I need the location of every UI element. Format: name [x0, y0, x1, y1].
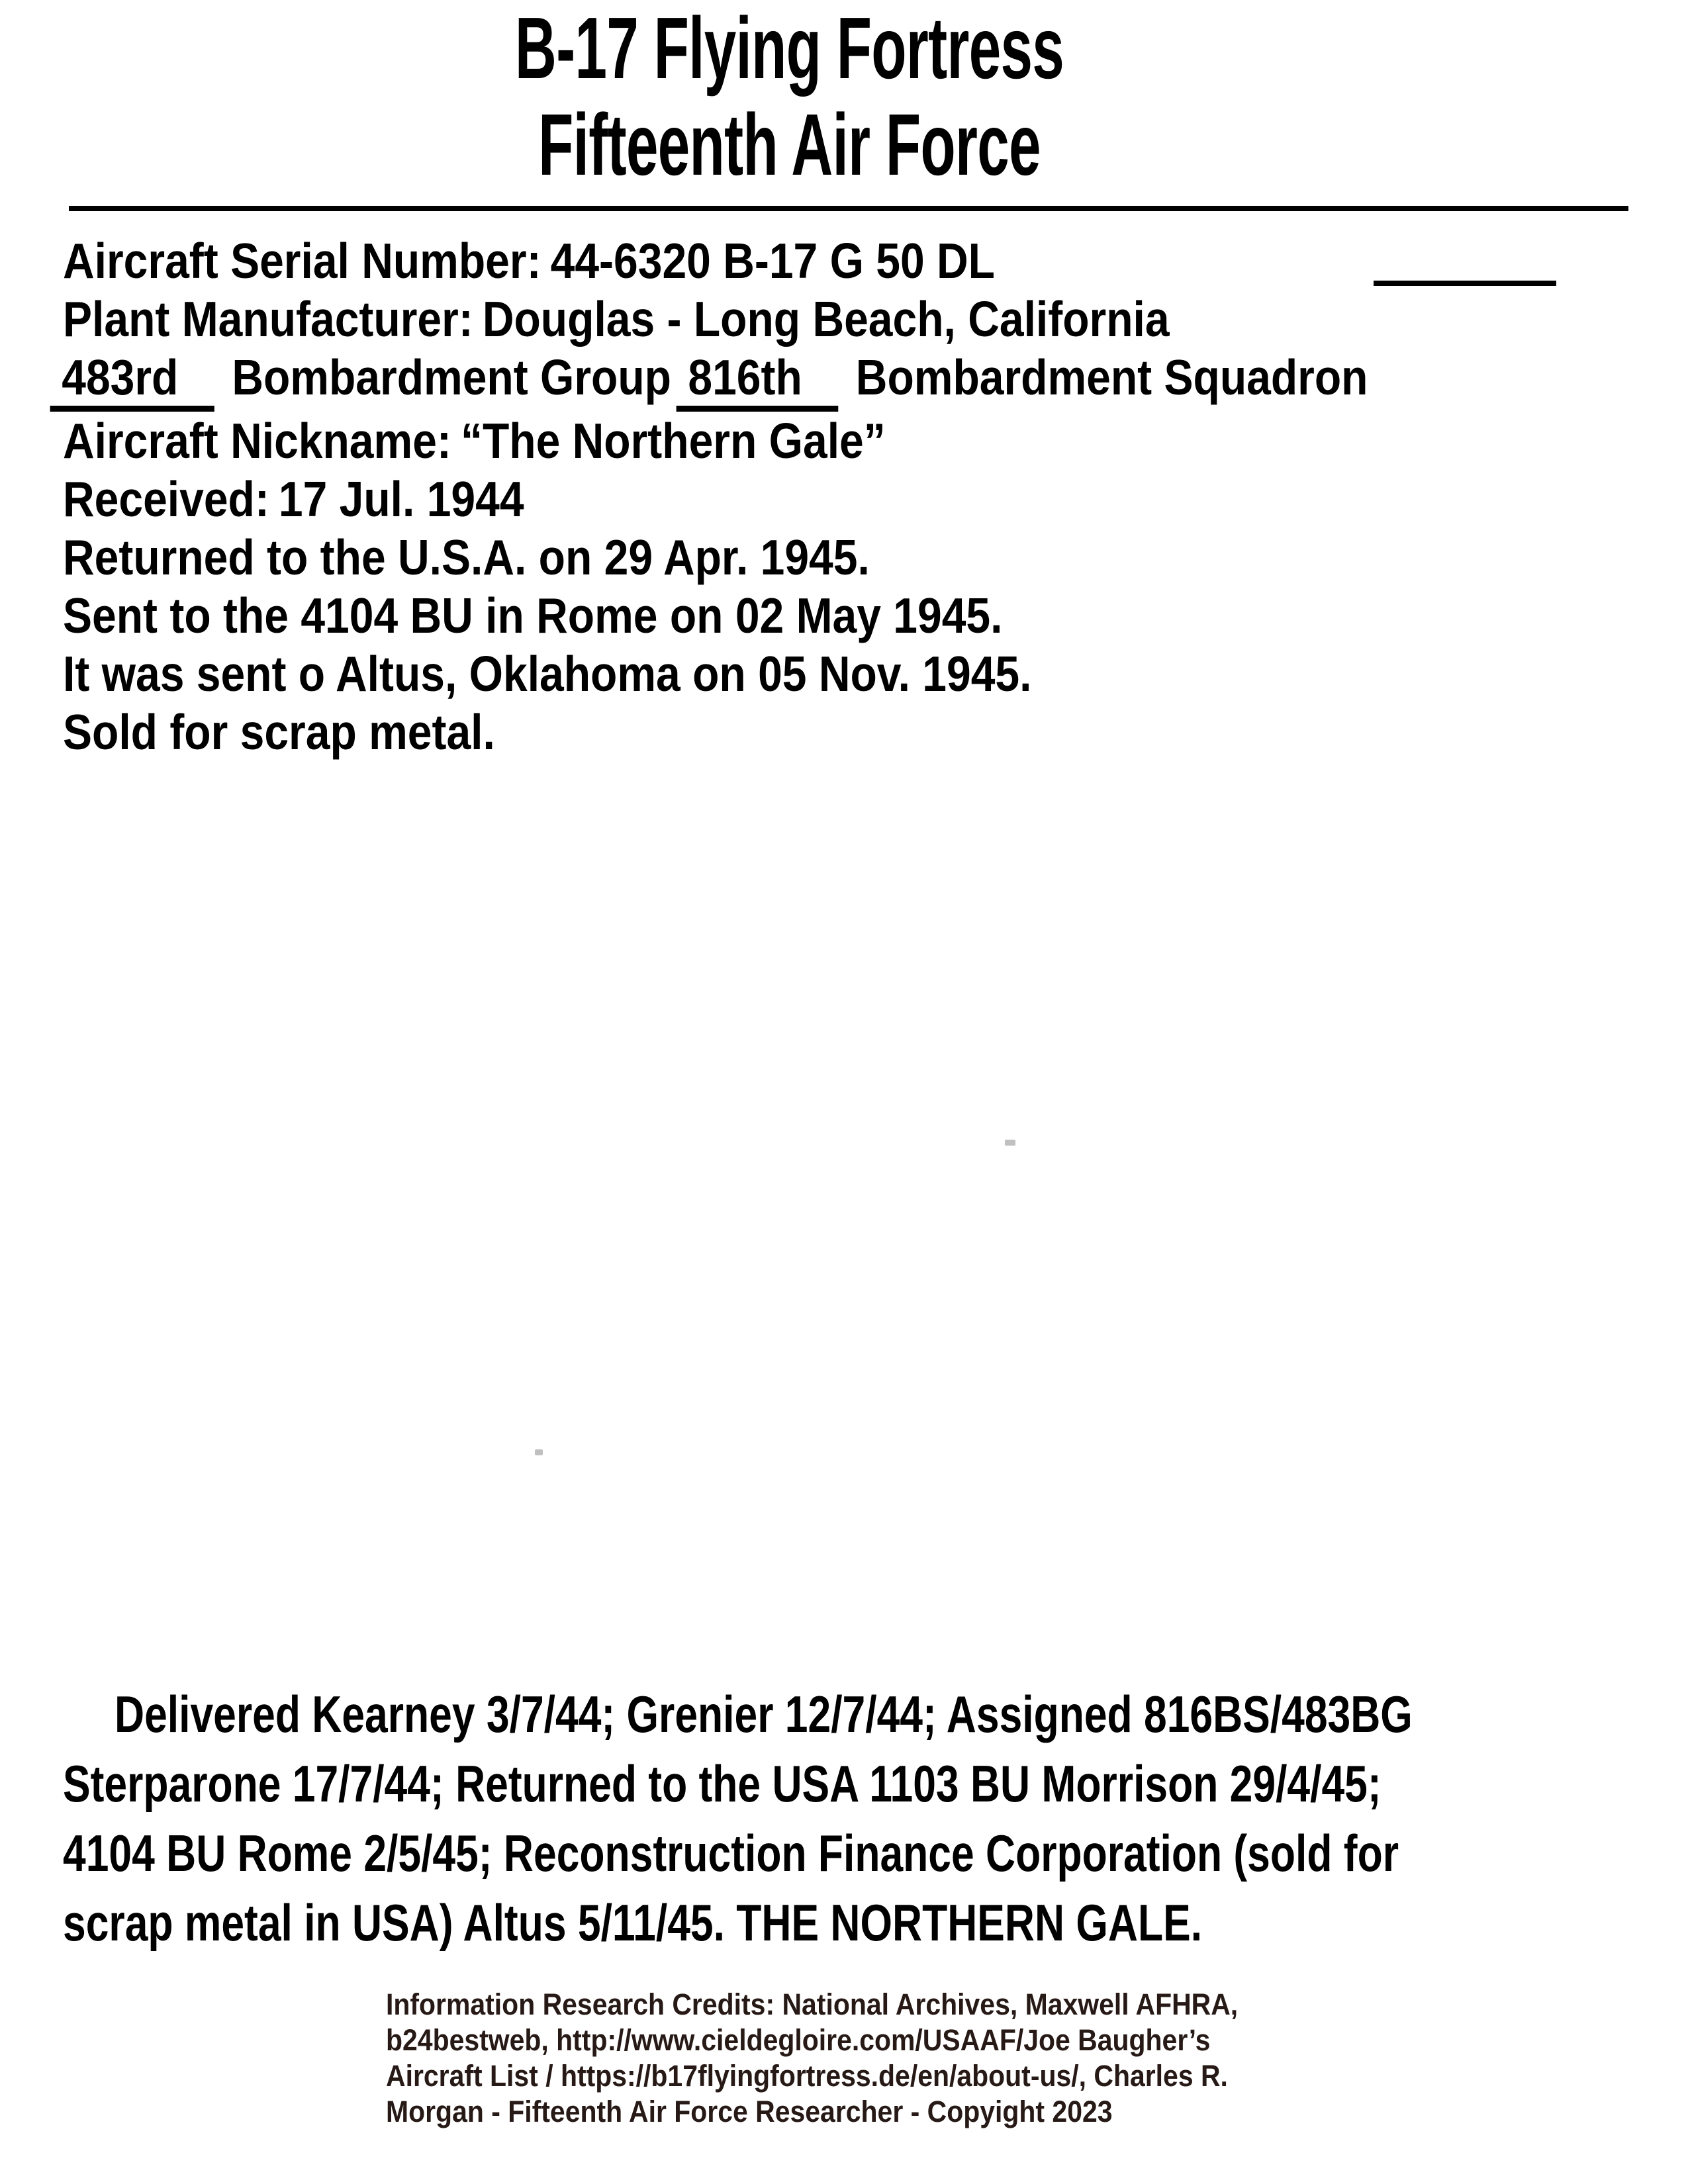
credits-line: b24bestweb, http://www.cieldegloire.com/USAAF/Joe Baugher’s: [386, 2023, 1211, 2057]
credits-line: Aircraft List / https://b17flyingfortress.de/en/about-us/, Charles R.: [386, 2059, 1228, 2093]
history-line: Sold for scrap metal.: [63, 704, 495, 760]
received-line: [63, 470, 1665, 528]
bombardment-squadron-label: Bombardment Squadron: [855, 349, 1368, 405]
plant-manufacturer-value: Douglas - Long Beach, California: [482, 291, 1170, 347]
plant-manufacturer-label: Plant Manufacturer:: [63, 291, 473, 347]
history-line: Sent to the 4104 BU in Rome on 02 May 1945.: [63, 587, 1003, 643]
history-line: It was sent o Altus, Oklahoma on 05 Nov. 1945.: [63, 645, 1032, 702]
summary-line: scrap metal in USA) Altus 5/11/45. THE NORTHERN GALE.: [63, 1893, 1203, 1952]
serial-number-label: Aircraft Serial Number:: [63, 233, 541, 289]
nickname-value: “The Northern Gale”: [460, 412, 886, 469]
summary-line: Delivered Kearney 3/7/44; Grenier 12/7/44; Assigned 816BS/483BG: [115, 1685, 1413, 1743]
document-title: [63, 0, 1516, 193]
history-line: Returned to the U.S.A. on 29 Apr. 1945.: [63, 529, 870, 585]
title-line-1: B-17 Flying Fortress: [514, 0, 1064, 97]
summary-line: 4104 BU Rome 2/5/45; Reconstruction Finance Corporation (sold for: [63, 1824, 1399, 1882]
plant-manufacturer-line: [63, 290, 1665, 348]
credits-line: Morgan - Fifteenth Air Force Researcher - Copyight 2023: [386, 2095, 1113, 2128]
summary-line: Sterparone 17/7/44; Returned to the USA 1103 BU Morrison 29/4/45;: [63, 1754, 1382, 1813]
title-line-2: Fifteenth Air Force: [538, 96, 1041, 193]
group-squadron-line: [63, 348, 1665, 412]
serial-number-value: 44-6320 B-17 G 50 DL: [550, 233, 995, 289]
scan-artifact-speck: [535, 1449, 543, 1455]
bombardment-group-label: Bombardment Group: [232, 349, 672, 405]
credits-line: Information Research Credits: National Archives, Maxwell AFHRA,: [386, 1987, 1239, 2021]
bombardment-squadron-number: 816th: [677, 349, 839, 412]
service-summary-paragraph: [63, 1680, 1671, 1958]
received-label: Received:: [63, 471, 269, 527]
aircraft-info-block: [63, 232, 1665, 761]
scan-artifact-speck: [1005, 1140, 1015, 1146]
received-value: 17 Jul. 1944: [278, 471, 524, 527]
title-divider-rule: [69, 206, 1628, 211]
nickname-line: [63, 412, 1665, 470]
serial-number-line: [63, 232, 1665, 290]
bombardment-group-number: 483rd: [50, 349, 214, 412]
nickname-label: Aircraft Nickname:: [63, 412, 451, 469]
research-credits-block: [386, 1987, 1577, 2130]
